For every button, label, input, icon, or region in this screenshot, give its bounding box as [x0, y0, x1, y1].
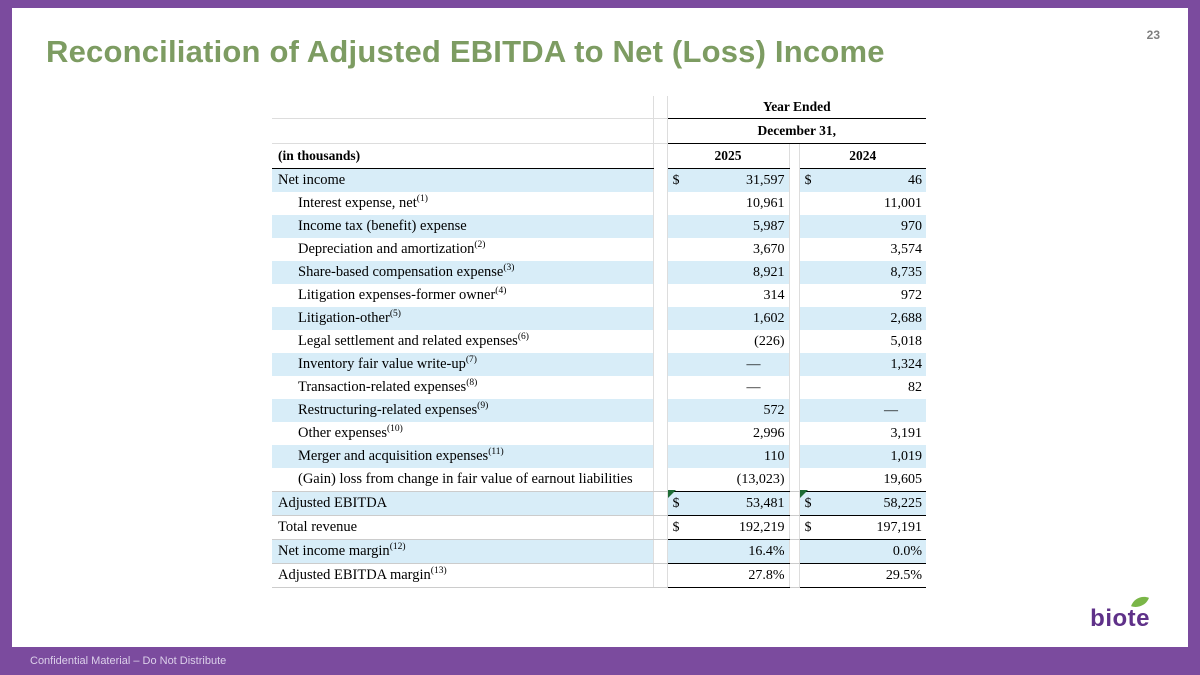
column-spacer: [653, 422, 667, 445]
row-label: Restructuring-related expenses$^{(9)}$: [272, 399, 653, 422]
cell-value: 3,574: [890, 241, 923, 257]
column-spacer: [789, 238, 799, 261]
cell-value: 10,961: [746, 195, 785, 211]
footnote-marker: (3): [503, 263, 515, 274]
value-cell: [667, 492, 789, 516]
column-spacer: [653, 564, 667, 588]
cell-value: 8,921: [753, 264, 785, 280]
header-spacer: [272, 119, 653, 144]
cell-value: 192,219: [739, 519, 785, 535]
row-label: Total revenue: [272, 516, 653, 540]
column-spacer: [653, 284, 667, 307]
value-cell: [667, 353, 789, 376]
footnote-marker: (5): [389, 309, 401, 320]
cell-value: 46: [908, 172, 923, 188]
table-row: [272, 492, 926, 516]
cell-value: 16.4%: [748, 543, 785, 559]
currency-symbol: $: [672, 172, 680, 188]
value-cell: [799, 422, 926, 445]
row-label: Transaction-related expenses$^{(8)}$: [298, 378, 478, 395]
table-row: [272, 238, 926, 261]
cell-value: 314: [763, 287, 785, 303]
footnote-marker: (13): [430, 566, 447, 577]
value-cell: [799, 284, 926, 307]
footnote-marker: (2): [474, 240, 486, 251]
value-cell: [667, 307, 789, 330]
table-row: [272, 564, 926, 588]
column-spacer: [789, 307, 799, 330]
currency-symbol: $: [804, 495, 812, 511]
value-cell: [667, 376, 789, 399]
row-label: Merger and acquisition expenses$^{(11)}$: [272, 445, 653, 468]
value-cell: [667, 284, 789, 307]
table-header: [272, 96, 926, 169]
currency-symbol: $: [804, 172, 812, 188]
cell-value: 82: [908, 379, 923, 395]
cell-value: 972: [901, 287, 923, 303]
value-cell: [799, 516, 926, 540]
column-spacer: [653, 399, 667, 422]
december-label: December 31,: [667, 119, 926, 144]
table-row: [272, 261, 926, 284]
table-row: [272, 376, 926, 399]
cell-value: —: [746, 356, 761, 372]
table-row: [272, 330, 926, 353]
value-cell: [667, 169, 789, 193]
currency-symbol: $: [804, 519, 812, 535]
value-cell: [799, 215, 926, 238]
table-row: [272, 399, 926, 422]
cell-value: 19,605: [883, 471, 923, 487]
column-spacer: [653, 119, 667, 144]
page-number: 23: [1146, 28, 1160, 42]
cell-value: 27.8%: [748, 567, 785, 583]
cell-value: 5,987: [753, 218, 785, 234]
value-cell: [667, 399, 789, 422]
cell-value: 1,324: [890, 356, 923, 372]
row-label: Net income: [272, 169, 653, 193]
column-spacer: [653, 376, 667, 399]
column-spacer: [789, 215, 799, 238]
value-cell: [667, 445, 789, 468]
row-label: Other expenses$^{(10)}$: [298, 424, 403, 441]
in-thousands-label: (in thousands): [272, 144, 653, 169]
table-row: [272, 445, 926, 468]
value-cell: [667, 192, 789, 215]
currency-symbol: $: [672, 519, 680, 535]
column-spacer: [653, 307, 667, 330]
value-cell: [799, 492, 926, 516]
logo-text: biote: [1090, 605, 1150, 632]
column-spacer: [653, 261, 667, 284]
value-cell: [667, 468, 789, 492]
column-spacer: [789, 261, 799, 284]
value-cell: [667, 261, 789, 284]
cell-value: 11,001: [884, 195, 923, 211]
column-spacer: [789, 516, 799, 540]
cell-value: (13,023): [736, 471, 785, 487]
value-cell: [799, 330, 926, 353]
column-spacer: [789, 399, 799, 422]
col-2025-header: 2025: [667, 144, 789, 169]
col-2024-header: 2024: [799, 144, 926, 169]
value-cell: [799, 540, 926, 564]
cell-value: 5,018: [890, 333, 923, 349]
slide-title: Reconciliation of Adjusted EBITDA to Net (Loss) Income: [46, 34, 885, 69]
reconciliation-table: [272, 96, 926, 588]
footnote-marker: (10): [386, 424, 403, 435]
footer-text: Confidential Material – Do Not Distribute: [30, 655, 227, 667]
value-cell: [799, 261, 926, 284]
table-row: [272, 192, 926, 215]
row-label: Income tax (benefit) expense: [272, 215, 653, 238]
column-spacer: [653, 492, 667, 516]
column-spacer: [789, 192, 799, 215]
table-row: [272, 353, 926, 376]
cell-value: 3,670: [753, 241, 785, 257]
column-spacer: [653, 192, 667, 215]
column-spacer: [789, 169, 799, 193]
value-cell: [667, 516, 789, 540]
column-spacer: [653, 144, 667, 169]
cell-value: —: [884, 402, 899, 418]
column-spacer: [789, 284, 799, 307]
row-label: Legal settlement and related expenses$^{(6)}$: [298, 332, 529, 349]
column-spacer: [789, 330, 799, 353]
row-label: (Gain) loss from change in fair value of earnout liabilities: [272, 468, 653, 492]
column-spacer: [653, 353, 667, 376]
value-cell: [667, 215, 789, 238]
cell-value: 31,597: [746, 172, 785, 188]
column-spacer: [653, 238, 667, 261]
value-cell: [799, 169, 926, 193]
column-spacer: [653, 468, 667, 492]
value-cell: [799, 192, 926, 215]
column-spacer: [789, 422, 799, 445]
cell-value: (226): [754, 333, 785, 349]
column-spacer: [653, 516, 667, 540]
column-spacer: [789, 492, 799, 516]
table-row: [272, 169, 926, 193]
cell-value: 1,019: [890, 448, 923, 464]
year-ended-label: Year Ended: [667, 96, 926, 119]
value-cell: [667, 564, 789, 588]
table-body: [272, 169, 926, 588]
cell-value: 58,225: [883, 495, 923, 511]
value-cell: [799, 238, 926, 261]
row-label: Net income margin$^{(12)}$: [272, 540, 653, 564]
cell-value: 2,996: [753, 425, 785, 441]
row-label: Depreciation and amortization$^{(2)}$: [298, 240, 486, 257]
slide-content: [12, 8, 1188, 647]
table-header-row: [272, 96, 926, 119]
row-label: Adjusted EBITDA margin$^{(13)}$: [272, 564, 653, 588]
row-label: Share-based compensation expense$^{(3)}$: [272, 261, 653, 284]
column-spacer: [789, 468, 799, 492]
biote-logo: [1090, 605, 1150, 633]
value-cell: [799, 564, 926, 588]
footnote-marker: (4): [495, 286, 507, 297]
table-header-row: [272, 144, 926, 169]
value-cell: [799, 399, 926, 422]
column-spacer: [789, 376, 799, 399]
table-header-row: [272, 119, 926, 144]
currency-symbol: $: [672, 495, 680, 511]
cell-value: —: [746, 379, 761, 395]
cell-value: 2,688: [890, 310, 923, 326]
table-row: [272, 307, 926, 330]
cell-value: 572: [763, 402, 785, 418]
header-spacer: [272, 96, 653, 119]
column-spacer: [653, 330, 667, 353]
value-cell: [667, 238, 789, 261]
cell-value: 29.5%: [885, 567, 923, 583]
column-spacer: [789, 144, 799, 169]
footnote-marker: (11): [488, 447, 504, 458]
table-row: [272, 215, 926, 238]
table-row: [272, 516, 926, 540]
table-wrap: [272, 96, 926, 588]
footnote-marker: (6): [517, 332, 529, 343]
value-cell: [667, 540, 789, 564]
value-cell: [799, 376, 926, 399]
cell-value: 110: [764, 448, 785, 464]
row-label: Adjusted EBITDA: [272, 492, 653, 516]
cell-value: 53,481: [746, 495, 785, 511]
cell-value: 0.0%: [892, 543, 923, 559]
table-row: [272, 540, 926, 564]
column-spacer: [653, 445, 667, 468]
column-spacer: [653, 96, 667, 119]
cell-value: 8,735: [890, 264, 923, 280]
value-cell: [667, 330, 789, 353]
table-row: [272, 284, 926, 307]
footnote-marker: (7): [465, 355, 477, 366]
row-label: Inventory fair value write-$up^{(7)}$: [272, 353, 653, 376]
column-spacer: [653, 540, 667, 564]
value-cell: [799, 353, 926, 376]
row-label: Litigation expenses-former owner$^{(4)}$: [298, 286, 507, 303]
cell-value: 1,602: [753, 310, 785, 326]
column-spacer: [789, 445, 799, 468]
table-row: [272, 468, 926, 492]
column-spacer: [789, 564, 799, 588]
cell-value: 970: [901, 218, 923, 234]
value-cell: [799, 468, 926, 492]
column-spacer: [653, 215, 667, 238]
column-spacer: [653, 169, 667, 193]
footnote-marker: (9): [477, 401, 489, 412]
footnote-marker: (12): [389, 542, 406, 553]
table-row: [272, 422, 926, 445]
value-cell: [799, 307, 926, 330]
column-spacer: [789, 353, 799, 376]
value-cell: [667, 422, 789, 445]
footnote-marker: (8): [466, 378, 478, 389]
row-label: Litigation-other$^{(5)}$: [272, 307, 653, 330]
cell-value: 3,191: [890, 425, 923, 441]
footnote-marker: (1): [416, 194, 428, 205]
value-cell: [799, 445, 926, 468]
column-spacer: [789, 540, 799, 564]
row-label: Interest expense, net$^{(1)}$: [298, 194, 428, 211]
cell-value: 197,191: [876, 519, 923, 535]
